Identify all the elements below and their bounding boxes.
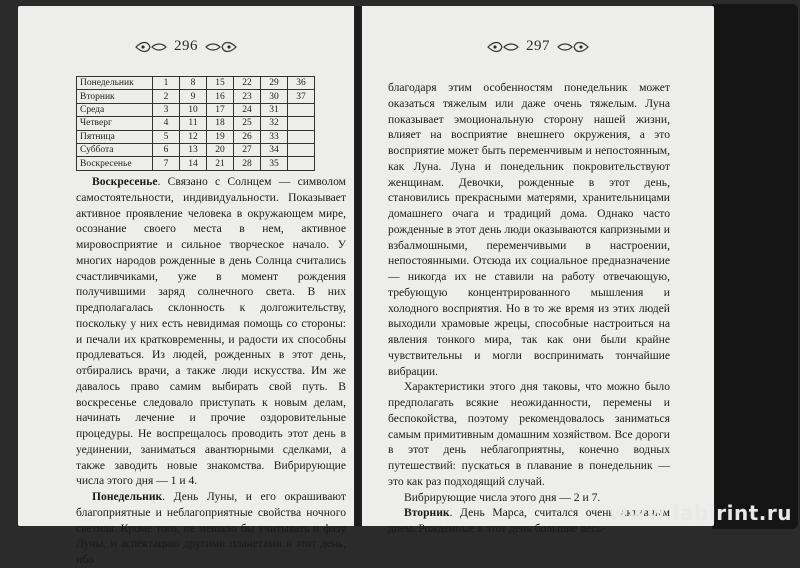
right-page-text bbox=[388, 80, 670, 537]
number-cell: 14 bbox=[180, 157, 207, 170]
number-cell: 36 bbox=[288, 77, 315, 90]
right-page bbox=[362, 6, 714, 535]
number-cell bbox=[288, 103, 315, 116]
page-number: 297 bbox=[526, 38, 550, 54]
book-page-edges bbox=[712, 4, 798, 529]
number-cell: 32 bbox=[261, 117, 288, 130]
ornament-icon bbox=[134, 40, 168, 54]
left-page-text bbox=[76, 174, 346, 568]
number-cell: 24 bbox=[234, 103, 261, 116]
page-number: 296 bbox=[174, 38, 198, 54]
day-name-cell: Четверг bbox=[77, 117, 153, 130]
day-name-cell: Воскресенье bbox=[77, 157, 153, 170]
number-cell: 13 bbox=[180, 143, 207, 156]
left-page-header bbox=[18, 38, 354, 55]
number-cell: 37 bbox=[288, 90, 315, 103]
right-page-header bbox=[362, 38, 714, 55]
number-cell: 5 bbox=[153, 130, 180, 143]
monday-continued-paragraph: благодаря этим особенностям понедельник может оказаться тяжелым или даже очень тяжелым. Луна показывает эмоциональную сторону нашей жизни, влияет на восприятие внешнего окружения, а это восприятие может быть переменчивым и непостоянным, как Луна. Луна и понедельник покровительствуют женщинам. Девочки, рожденные в этот день, становились прекрасными матерями, хранительницами домашнего очага и традиций дома. Однако часто рожденные в этот день люди оказываются капризными и взбалмошными, переменчивыми в настроении, непостоянными. Отсюда их социальное предназначение — никогда их не ставили на работу отвечающую, требующую концентрированного мышления и холодного восприятия. Но в то же время из этих людей выходили храмовые жрецы, способные настроиться на явления тонкого мира, так как они были крайне чувствительны и могли воспринимать тончайшие вибрации. bbox=[388, 81, 670, 378]
number-cell: 23 bbox=[234, 90, 261, 103]
weekday-numbers-table bbox=[76, 76, 315, 171]
number-cell: 34 bbox=[261, 143, 288, 156]
number-cell: 30 bbox=[261, 90, 288, 103]
table-row bbox=[77, 143, 315, 156]
day-name-cell: Среда bbox=[77, 103, 153, 116]
number-cell: 12 bbox=[180, 130, 207, 143]
number-cell: 31 bbox=[261, 103, 288, 116]
number-cell: 11 bbox=[180, 117, 207, 130]
number-cell: 4 bbox=[153, 117, 180, 130]
number-cell bbox=[288, 130, 315, 143]
monday-paragraph bbox=[76, 489, 346, 568]
monday-heading: Понедельник bbox=[92, 490, 163, 503]
number-cell: 6 bbox=[153, 143, 180, 156]
table-row bbox=[77, 90, 315, 103]
number-cell: 33 bbox=[261, 130, 288, 143]
number-cell bbox=[288, 157, 315, 170]
number-cell: 2 bbox=[153, 90, 180, 103]
number-cell: 18 bbox=[207, 117, 234, 130]
number-cell: 29 bbox=[261, 77, 288, 90]
day-name-cell: Понедельник bbox=[77, 77, 153, 90]
site-watermark: www.labirint.ru bbox=[609, 501, 792, 525]
ornament-icon bbox=[486, 40, 520, 54]
number-cell: 8 bbox=[180, 77, 207, 90]
table-row bbox=[77, 117, 315, 130]
number-cell: 26 bbox=[234, 130, 261, 143]
day-name-cell: Суббота bbox=[77, 143, 153, 156]
number-cell: 1 bbox=[153, 77, 180, 90]
table-row bbox=[77, 157, 315, 170]
sunday-heading: Воскресенье bbox=[92, 175, 158, 188]
sunday-text: . Связано с Солнцем — символом самостоятельности, индивидуальности. Показывает активное проявление человека в окружающем мире, осознание своего места в нем, активное мировосприятие и сильное творческое начало. У многих народов рожденные в день Солнца считались счастливчиками, уже в момент рождения получившими заряд солнечного света. В них предполагалась склонность к долгожительству, поскольку у них есть невидимая помощь со стороны: и печали их кратковременны, и радости их способны продлеваться. Из людей, рожденных в этот день, отбирались врачи, а также люди искусства. Им же давалось право самим выбирать свой путь. В воскресенье следовало приступать к новым делам, начинать лечение и прочие оздоровительные процедуры. Не воспрещалось проводить этот день в уединении, заниматься авантюрными сделками, а также заводить новые знакомства. Вибрирующие числа этого дня — 1 и 4. bbox=[76, 175, 346, 488]
day-name-cell: Пятница bbox=[77, 130, 153, 143]
number-cell: 16 bbox=[207, 90, 234, 103]
ornament-icon bbox=[204, 40, 238, 54]
number-cell: 15 bbox=[207, 77, 234, 90]
sunday-paragraph bbox=[76, 174, 346, 489]
number-cell: 7 bbox=[153, 157, 180, 170]
number-cell: 19 bbox=[207, 130, 234, 143]
number-cell: 25 bbox=[234, 117, 261, 130]
table-row bbox=[77, 130, 315, 143]
number-cell: 3 bbox=[153, 103, 180, 116]
number-cell: 22 bbox=[234, 77, 261, 90]
monday-numbers-paragraph: Вибрирующие числа этого дня — 2 и 7. bbox=[404, 490, 601, 504]
table-row bbox=[77, 77, 315, 90]
tuesday-heading: Вторник bbox=[404, 506, 450, 520]
number-cell bbox=[288, 117, 315, 130]
left-page bbox=[18, 6, 354, 566]
tuesday-text: . День Марса, считался очень активным днем. Рожденные в этот день большие весь- bbox=[388, 506, 670, 535]
ornament-icon bbox=[556, 40, 590, 54]
monday-characteristics-paragraph: Характеристики этого дня таковы, что можно было предполагать всякие неожиданности, перемены и беспокойства, поэтому рекомендовалось заниматься самым примитивным домашним хозяйством. Все дороги в этот день неблагоприятны, конечно водных путешествий: пускаться в плавание в понедельник — это как раз подходящий случай. bbox=[388, 380, 670, 488]
number-cell: 20 bbox=[207, 143, 234, 156]
number-cell bbox=[288, 143, 315, 156]
number-cell: 10 bbox=[180, 103, 207, 116]
monday-text: . День Луны, и его окрашивают благоприятные и неблагоприятные свойства ночного светила. Кроме того, не мешало бы учитывать и фазу Луны, и аспектацию другими планетами в этот день, ибо bbox=[76, 490, 346, 566]
number-cell: 21 bbox=[207, 157, 234, 170]
table-row bbox=[77, 103, 315, 116]
number-cell: 9 bbox=[180, 90, 207, 103]
number-cell: 17 bbox=[207, 103, 234, 116]
number-cell: 27 bbox=[234, 143, 261, 156]
number-cell: 35 bbox=[261, 157, 288, 170]
number-cell: 28 bbox=[234, 157, 261, 170]
day-name-cell: Вторник bbox=[77, 90, 153, 103]
